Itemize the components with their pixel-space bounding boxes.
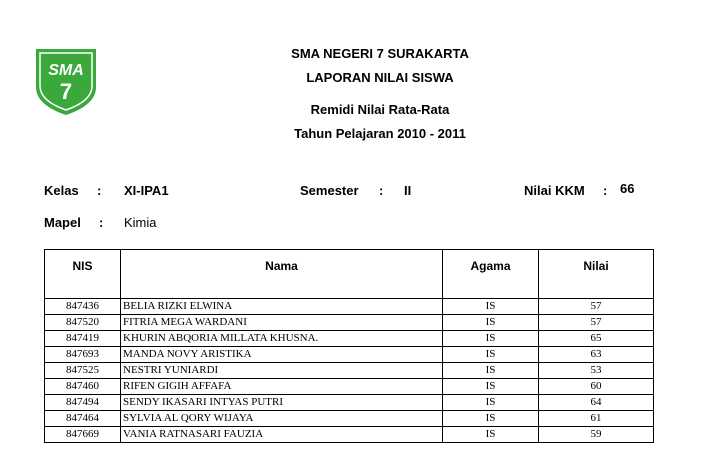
header-agama: Agama xyxy=(443,250,539,299)
nama-cell: SENDY IKASARI INTYAS PUTRI xyxy=(121,395,443,411)
agama-cell: IS xyxy=(443,315,539,331)
agama-cell: IS xyxy=(443,395,539,411)
table-row xyxy=(45,363,654,379)
nilai-cell: 60 xyxy=(539,379,654,395)
semester-colon: : xyxy=(379,183,384,198)
kkm-colon: : xyxy=(603,183,608,198)
nilai-cell: 64 xyxy=(539,395,654,411)
semester-value: II xyxy=(404,183,412,198)
agama-cell: IS xyxy=(443,363,539,379)
nama-cell: VANIA RATNASARI FAUZIA xyxy=(121,427,443,443)
agama-cell: IS xyxy=(443,331,539,347)
agama-cell: IS xyxy=(443,427,539,443)
school-logo xyxy=(34,43,98,117)
table-row xyxy=(45,395,654,411)
table-row xyxy=(45,299,654,315)
grades-table xyxy=(44,249,654,443)
header-nis: NIS xyxy=(45,250,121,299)
nis-cell: 847494 xyxy=(45,395,121,411)
school-name: SMA NEGERI 7 SURAKARTA xyxy=(291,46,469,61)
nilai-cell: 65 xyxy=(539,331,654,347)
table-row xyxy=(45,379,654,395)
report-title: LAPORAN NILAI SISWA xyxy=(306,70,454,85)
table-row xyxy=(45,347,654,363)
table-row xyxy=(45,411,654,427)
nama-cell: NESTRI YUNIARDI xyxy=(121,363,443,379)
nis-cell: 847460 xyxy=(45,379,121,395)
mapel-value: Kimia xyxy=(124,215,157,230)
svg-text:SMA: SMA xyxy=(48,62,84,79)
nis-cell: 847669 xyxy=(45,427,121,443)
kelas-colon: : xyxy=(97,183,102,198)
table-header-row xyxy=(45,250,654,299)
nilai-cell: 53 xyxy=(539,363,654,379)
agama-cell: IS xyxy=(443,347,539,363)
agama-cell: IS xyxy=(443,299,539,315)
header-nilai: Nilai xyxy=(539,250,654,299)
nis-cell: 847464 xyxy=(45,411,121,427)
nama-cell: BELIA RIZKI ELWINA xyxy=(121,299,443,315)
table-row xyxy=(45,315,654,331)
nilai-cell: 59 xyxy=(539,427,654,443)
kelas-label: Kelas xyxy=(44,183,79,198)
nama-cell: SYLVIA AL QORY WIJAYA xyxy=(121,411,443,427)
nis-cell: 847520 xyxy=(45,315,121,331)
header-nama: Nama xyxy=(121,250,443,299)
table-row xyxy=(45,427,654,443)
svg-text:7: 7 xyxy=(59,79,73,104)
nilai-cell: 63 xyxy=(539,347,654,363)
kelas-value: XI-IPA1 xyxy=(124,183,169,198)
nilai-cell: 61 xyxy=(539,411,654,427)
agama-cell: IS xyxy=(443,379,539,395)
academic-year: Tahun Pelajaran 2010 - 2011 xyxy=(294,126,466,141)
agama-cell: IS xyxy=(443,411,539,427)
nis-cell: 847419 xyxy=(45,331,121,347)
table-row xyxy=(45,331,654,347)
nama-cell: FITRIA MEGA WARDANI xyxy=(121,315,443,331)
nilai-cell: 57 xyxy=(539,315,654,331)
mapel-label: Mapel xyxy=(44,215,81,230)
nis-cell: 847525 xyxy=(45,363,121,379)
kkm-value: 66 xyxy=(620,181,635,196)
nis-cell: 847436 xyxy=(45,299,121,315)
report-subtitle: Remidi Nilai Rata-Rata xyxy=(310,102,450,117)
nama-cell: RIFEN GIGIH AFFAFA xyxy=(121,379,443,395)
nis-cell: 847693 xyxy=(45,347,121,363)
nama-cell: MANDA NOVY ARISTIKA xyxy=(121,347,443,363)
nilai-cell: 57 xyxy=(539,299,654,315)
nama-cell: KHURIN ABQORIA MILLATA KHUSNA. xyxy=(121,331,443,347)
mapel-colon: : xyxy=(99,215,104,230)
kkm-label: Nilai KKM xyxy=(524,183,585,198)
semester-label: Semester xyxy=(300,183,359,198)
